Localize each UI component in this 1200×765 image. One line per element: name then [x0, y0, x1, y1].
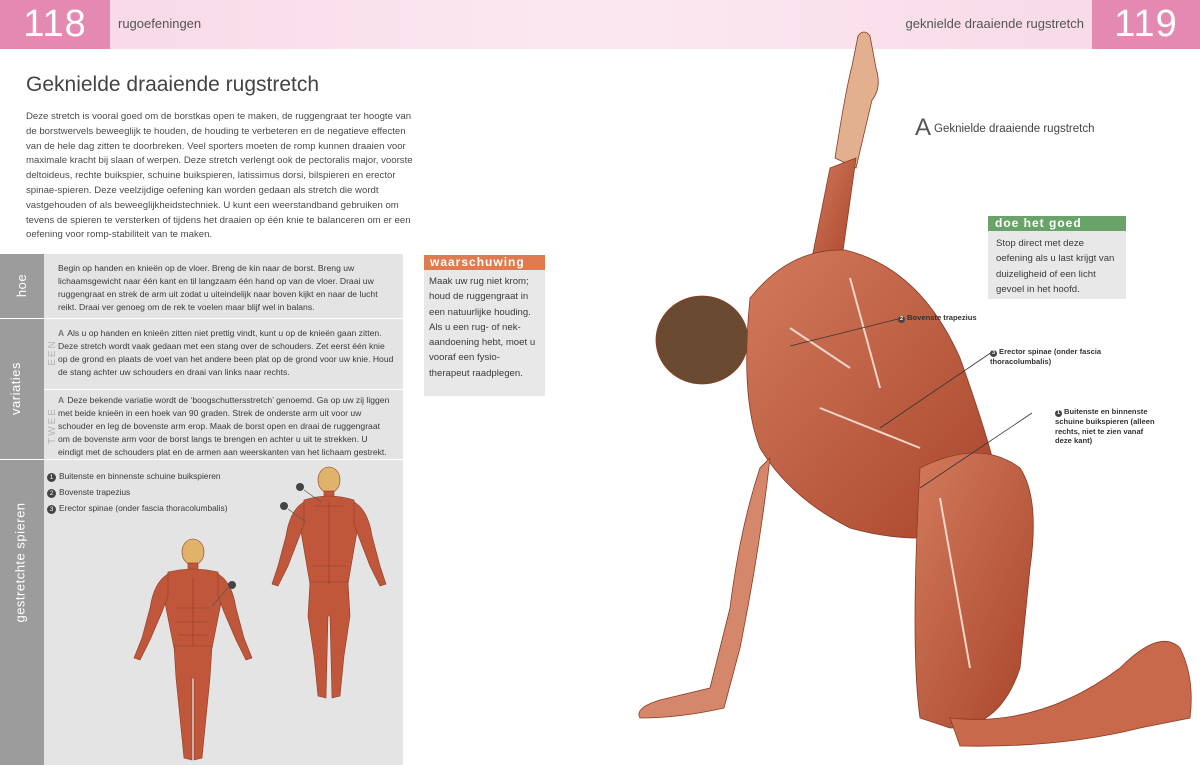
tab-hoe: [0, 254, 44, 318]
intro-paragraph: Deze stretch is vooral goed om de borstkas open te maken, de ruggengraat ter hoogte van de borstwervels beweeglijk te houden, de houding te verbeteren en de negatieve effecten van de hele dag zitten te doorbreken. Veel sporters moeten de romp kunnen draaien voor maximale kracht bij slaan of werpen. Deze stretch verlengt ook de pectoralis major, voorste deltoideus, rechte buikspier, schuine buikspieren, latissimus dorsi, bilspieren en erector spinae-spieren. Deze veelzijdige oefening kan worden gedaan als stretch die wordt vastgehouden of als beweeglijkheidstechniek. U kunt een weerstandband gebruiken om tevens de spieren te versterken of tijdens het draaien op één knie te balanceren om er een oefening voor romp-stabiliteit van te maken.: [26, 111, 413, 241]
variation-marker: A: [58, 328, 65, 338]
warning-text: Maak uw rug niet krom; houd de ruggengraat in een natuurlijke houding. Als u een rug- of nek-aandoening hebt, moet u vooraf een fysio-therapeut raadplegen.: [429, 276, 536, 379]
list-item: 2 Bovenste trapezius: [47, 484, 228, 500]
subtab-twee-label: TWEE: [46, 407, 58, 444]
subtab-een-label: EEN: [46, 339, 58, 366]
callout-obliques: 1 Buitenste en binnenste schuine buikspieren (alleen rechts, niet te zien vanaf deze kant): [1055, 407, 1155, 445]
divider: [44, 389, 403, 390]
number-badge: 2: [899, 316, 904, 322]
tab-gestretchte-spieren: [0, 460, 44, 765]
variation-twee-text: A Deze bekende variatie wordt de ‘boogschuttersstretch’ genoemd. Ga op uw zij liggen met beide knieën in een hoek van 90 graden. Strek de onderste arm uit voor uw schouder en leg de bovenste arm erop. Maak de borst open en draai de ruggengraat om de bovenste arm voor de borst langs te brengen en achter u uit te strekken. U eindigt met de schouders plat en de armen aan weerskanten van het lichaam gestrekt.: [58, 395, 390, 457]
number-badge: 3: [991, 350, 996, 356]
figure-letter: A: [915, 114, 932, 141]
warning-title: waarschuwing: [424, 255, 545, 270]
info-panel: [0, 254, 403, 765]
subtab-twee: [44, 390, 58, 459]
tab-hoe-label: hoe: [14, 273, 30, 298]
list-item: 1 Buitenste en binnenste schuine buikspieren: [47, 468, 228, 484]
section-title-left: rugoefeningen: [118, 16, 202, 31]
tab-variaties: [0, 319, 44, 459]
figure-caption: Geknielde draaiende rugstretch: [934, 123, 1095, 135]
divider: [0, 459, 403, 460]
callout-trapezius: 2 Bovenste trapezius: [899, 313, 977, 322]
page-title: Geknielde draaiende rugstretch: [26, 73, 320, 96]
number-badge: 1: [1056, 410, 1061, 416]
tab-spieren-label: gestretchte spieren: [12, 502, 28, 623]
muscle-leader-lines: [128, 464, 390, 764]
number-badge: 1: [47, 473, 56, 482]
divider: [0, 318, 403, 319]
callout-erector-spinae: 3 Erector spinae (onder fascia thoracolumbalis): [990, 347, 1102, 366]
number-badge: 3: [47, 505, 56, 514]
variation-een-text: A Als u op handen en knieën zitten niet prettig vindt, kunt u op de knieën gaan zitten. Deze stretch wordt vaak gedaan met een stang over de schouders. Zet eerst één knie op de grond en plaats de voet van het andere been plat op de grond voor uw knie. Houd de stang achter uw schouders en draai van links naar rechts.: [58, 328, 394, 377]
main-anatomy-illustration: [620, 28, 1200, 765]
variation-marker: A: [58, 395, 65, 405]
good-practice-title: doe het goed: [988, 216, 1126, 231]
good-practice-text: Stop direct met deze oefening als u last krijgt van duizeligheid of een licht gevoel in het hoofd.: [996, 238, 1115, 296]
subtab-een: [44, 319, 58, 389]
warning-box: [424, 255, 545, 396]
section-title-right: geknielde draaiende rugstretch: [905, 16, 1084, 31]
page-number-right: 119: [1092, 0, 1200, 49]
page-number-left: 118: [0, 0, 110, 49]
list-item: 3 Erector spinae (onder fascia thoracolumbalis): [47, 500, 228, 516]
hoe-text: Begin op handen en knieën op de vloer. Breng de kin naar de borst. Breng uw lichaamsgewicht naar één kant en til langzaam één hand op van de vloer. Draai uw ruggengraat en strek de arm uit zodat u uiteindelijk naar boven kijkt en naar de lucht reikt. Draai ver genoeg om de rek te voelen maar blijf wel in balans.: [58, 263, 378, 312]
number-badge: 2: [47, 489, 56, 498]
tab-variaties-label: variaties: [7, 362, 23, 415]
